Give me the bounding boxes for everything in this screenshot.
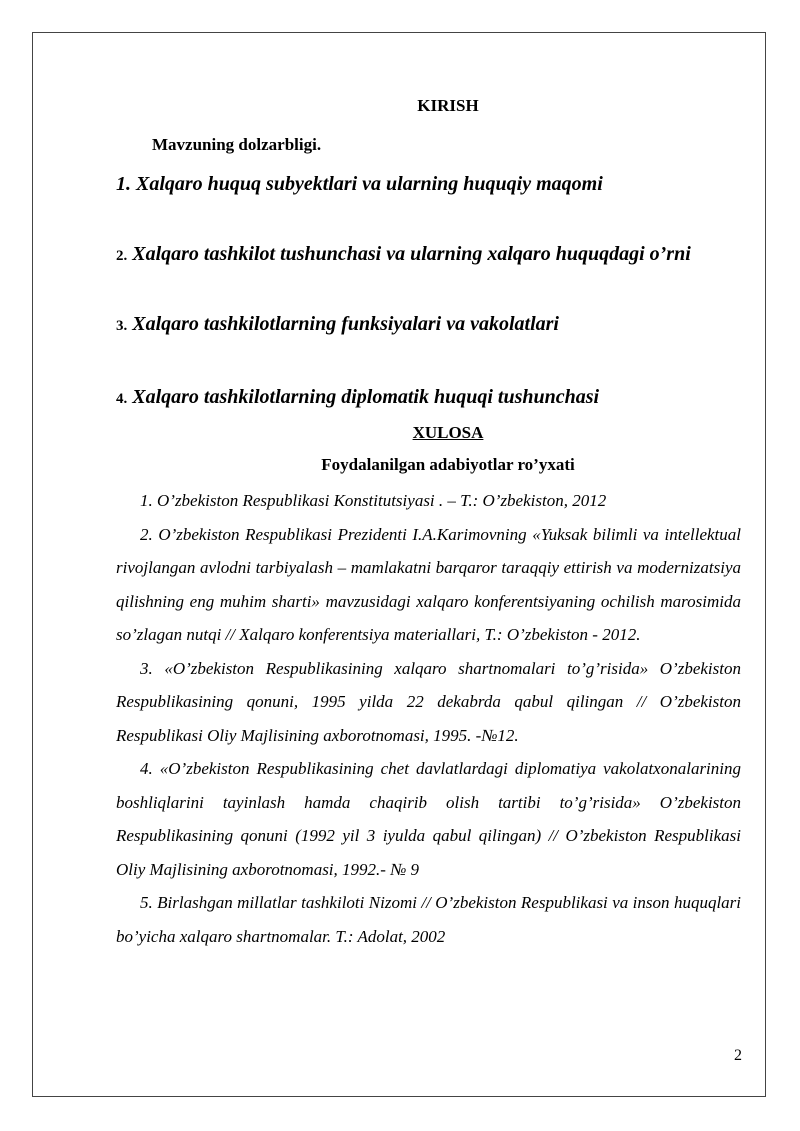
intro-heading: KIRISH [417, 96, 479, 115]
page-number: 2 [734, 1047, 742, 1064]
toc-item-1 [116, 173, 603, 196]
toc-item-text: Xalqaro huquq subyektlari va ularning huquqiy maqomi [136, 173, 603, 195]
toc-item-text: Xalqaro tashkilot tushunchasi va ularning xalqaro huquqdagi o’rni [132, 243, 691, 265]
reference-item: 2. O’zbekiston Respublikasi Prezidenti I.A.Karimovning «Yuksak bilimli va intellektual rivojlangan avlodni tarbiyalash – mamlakatni barqaror taraqqiy ettirish va modernizatsiya qilishning eng muhim sharti» mavzusidagi xalqaro konferentsiyaning ochilish marosimida so’zlagan nutqi // Xalqaro konferentsiya materiallari, T.: O’zbekiston - 2012. [116, 524, 741, 644]
toc-item-2 [116, 243, 691, 266]
toc-item-number: 1. [116, 173, 131, 195]
reference-item: 3. «O’zbekiston Respublikasining xalqaro shartnomalari to’g’risida» O’zbekiston Respublikasining qonuni, 1995 yilda 22 dekabrda qabul qilingan // O’zbekiston Respublikasi Oliy Majlisining axborotnomasi, 1995. -№12. [116, 658, 741, 745]
toc-item-text: Xalqaro tashkilotlarning funksiyalari va vakolatlari [132, 313, 559, 335]
references-list [116, 484, 741, 953]
toc-item-text: Xalqaro tashkilotlarning diplomatik huquqi tushunchasi [132, 386, 600, 408]
relevance-heading: Mavzuning dolzarbligi. [152, 135, 322, 154]
toc-item-3 [116, 313, 559, 336]
toc-item-number: 4. [116, 391, 128, 407]
toc-item-number: 2. [116, 248, 128, 264]
conclusion-heading: XULOSA [412, 423, 484, 442]
references-heading: Foydalanilgan adabiyotlar ro’yxati [321, 455, 575, 474]
toc-item-number: 3. [116, 318, 128, 334]
toc-item-4 [116, 386, 599, 409]
reference-item: 5. Birlashgan millatlar tashkiloti Nizomi // O’zbekiston Respublikasi va inson huquqlari bo’yicha xalqaro shartnomalar. T.: Adolat, 2002 [116, 893, 741, 946]
reference-item: 1. O’zbekiston Respublikasi Konstitutsiyasi . – T.: O’zbekiston, 2012 [140, 491, 607, 510]
reference-item: 4. «O’zbekiston Respublikasining chet davlatlardagi diplomatiya vakolatxonalarining boshliqlarini tayinlash hamda chaqirib olish tartibi to’g’risida» O’zbekiston Respublikasining qonuni (1992 yil 3 iyulda qabul qilingan) // O’zbekiston Respublikasi Oliy Majlisining axborotnomasi, 1992.- № 9 [116, 759, 741, 879]
